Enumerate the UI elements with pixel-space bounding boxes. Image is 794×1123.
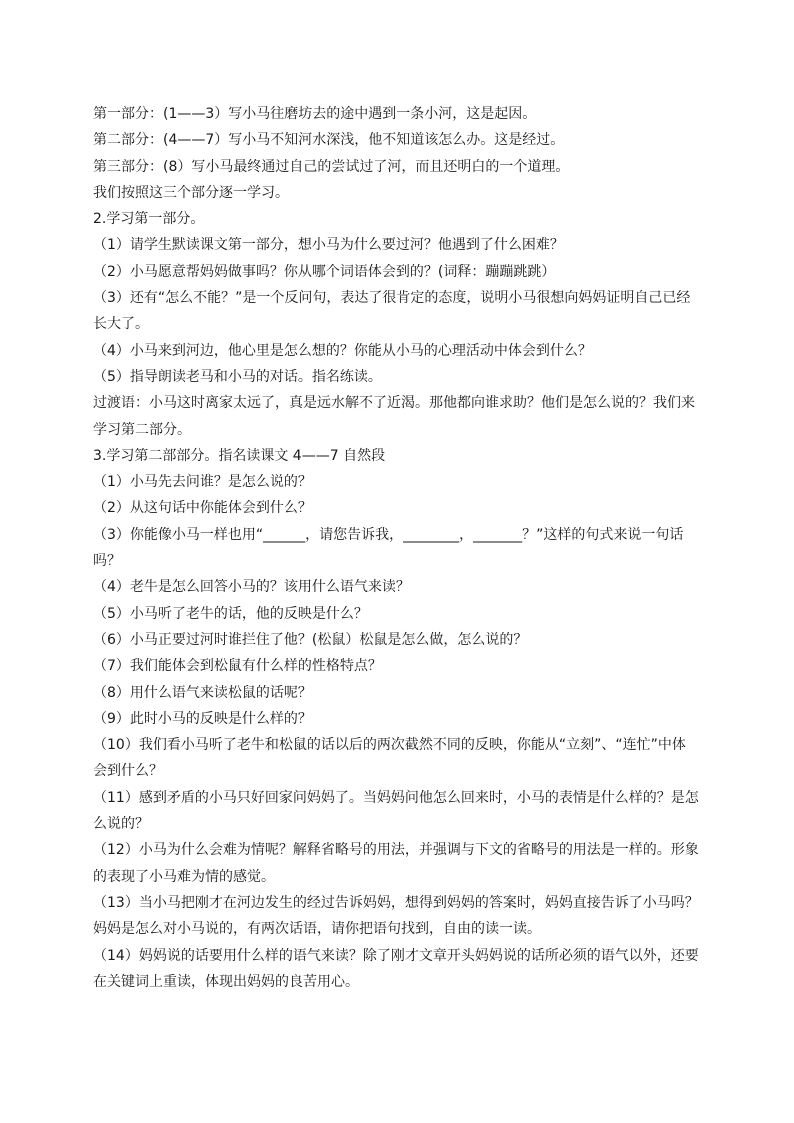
- text-line: （14）妈妈说的话要用什么样的语气来读？除了刚才文章开头妈妈说的话所必须的语气以外，还要: [93, 947, 699, 964]
- text-line: 长大了。: [93, 316, 149, 333]
- text-line: （5）指导朗读老马和小马的对话。指名练读。: [93, 368, 382, 385]
- text-line: （4）小马来到河边，他心里是怎么想的？你能从小马的心理活动中体会到什么？: [93, 342, 592, 359]
- text-line: 在关键词上重读，体现出妈妈的良苦用心。: [93, 973, 359, 990]
- text-line: （2）从这句话中你能体会到什么？: [93, 500, 312, 517]
- text-line: （3）你能像小马一样也用“______，请您告诉我，________，_______？”这样的句式来说一句话: [93, 526, 684, 543]
- text-line: （2）小马愿意帮妈妈做事吗？你从哪个词语体会到的？(词释：蹦蹦跳跳）: [93, 263, 556, 280]
- text-line: （9）此时小马的反映是什么样的？: [93, 710, 312, 727]
- text-line: 妈妈是怎么对小马说的，有两次话语，请你把语句找到，自由的读一读。: [93, 921, 541, 938]
- document-page: [93, 101, 711, 995]
- text-line: 过渡语：小马这时离家太远了，真是远水解不了近渴。那他都向谁求助？他们是怎么说的？我们来: [93, 395, 695, 412]
- text-line: 会到什么？: [93, 763, 163, 780]
- text-line: （10）我们看小马听了老牛和松鼠的话以后的两次截然不同的反映，你能从“立刻”、“连忙”中体: [93, 737, 686, 754]
- text-line: （12）小马为什么会难为情呢？解释省略号的用法，并强调与下文的省略号的用法是一样的。形象: [93, 842, 699, 859]
- text-line: （1）请学生默读课文第一部分，想小马为什么要过河？他遇到了什么困难？: [93, 237, 564, 254]
- text-line: 吗？: [93, 553, 121, 570]
- text-line: 2.学习第一部分。: [93, 211, 205, 228]
- text-line: （6）小马正要过河时谁拦住了他？(松鼠）松鼠是怎么做，怎么说的？: [93, 631, 528, 648]
- text-line: 第二部分：(4——7）写小马不知河水深浅，他不知道该怎么办。这是经过。: [93, 132, 565, 149]
- text-line: 第三部分：(8）写小马最终通过自己的尝试过了河，而且还明白的一个道理。: [93, 158, 570, 175]
- text-line: 么说的？: [93, 816, 149, 833]
- text-line: 学习第二部分。: [93, 421, 191, 438]
- text-line: （4）老牛是怎么回答小马的？该用什么语气来读？: [93, 579, 410, 596]
- text-line: 我们按照这三个部分逐一学习。: [93, 184, 289, 201]
- text-line: （3）还有“怎么不能？”是一个反问句，表达了很肯定的态度，说明小马很想向妈妈证明自己已经: [93, 290, 691, 307]
- text-line: （1）小马先去问谁？是怎么说的？: [93, 474, 312, 491]
- text-line: 的表现了小马难为情的感觉。: [93, 868, 275, 885]
- text-line: （11）感到矛盾的小马只好回家问妈妈了。当妈妈问他怎么回来时，小马的表情是什么样的？是怎: [93, 789, 699, 806]
- text-line: （7）我们能体会到松鼠有什么样的性格特点？: [93, 658, 382, 675]
- text-line: 第一部分：(1——3）写小马往磨坊去的途中遇到一条小河，这是起因。: [93, 106, 537, 122]
- text-line: （8）用什么语气来读松鼠的话呢？: [93, 684, 312, 701]
- text-line: 3.学习第二部部分。指名读课文 4——7 自然段: [93, 447, 386, 464]
- text-line: （13）当小马把刚才在河边发生的经过告诉妈妈，想得到妈妈的答案时，妈妈直接告诉了小马吗？: [93, 894, 699, 911]
- text-line: （5）小马听了老牛的话，他的反映是什么？: [93, 605, 368, 622]
